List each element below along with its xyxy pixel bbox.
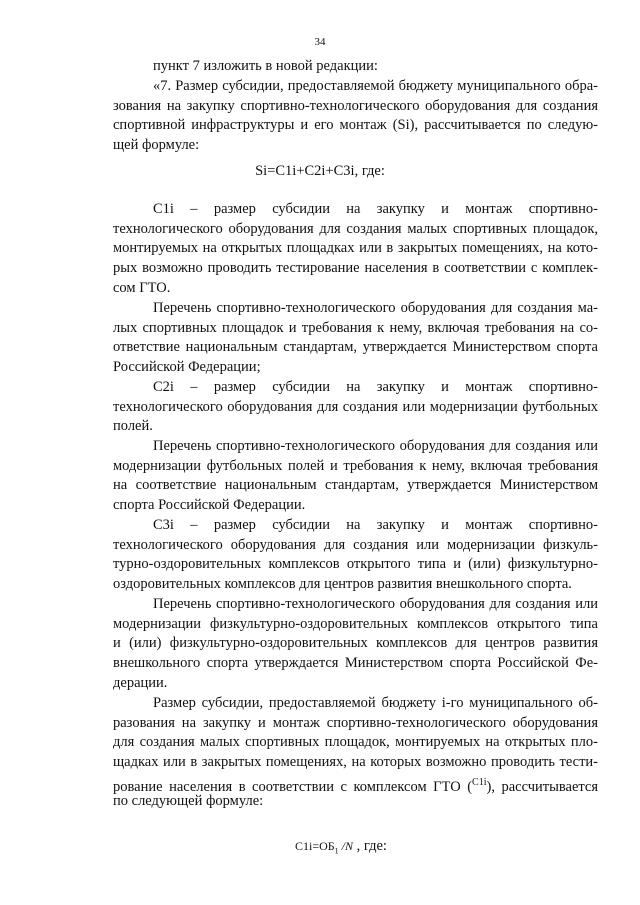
paragraph-7: «7. Размер субсидии, предоставляемой бюджету муниципального обра- зования на закупку спортивно-технологического оборудования для создания спортивной инфраструктуры и его монтаж (Si), рассчитывается по следую- щей формуле:	[113, 78, 598, 154]
paragraph-list3: Перечень спортивно-технологического оборудования для создания или модернизации физкультурно-оздоровительных комплексов открытого типа и (или) физкультурно-оздоровительных комплексов для центров развития внешкольного спорта утверждается Министерством спорта Российской Фе- дерации.	[113, 596, 598, 691]
paragraph-subsidy-size: Размер субсидии, предоставляемой бюджету i-го муниципального об- разования на закупку и монтаж спортивно-технологического оборудования для создания малых спортивных площадок, монтируемых на открытых пло- щадках или в закрытых помещениях, на которых возможно проводить тести- рование населения в соответствии с комплексом ГТО ($^{C1i}$), рассчитывается по следующей формуле:	[113, 695, 599, 810]
page-number: 34	[314, 36, 326, 48]
paragraph-list1: Перечень спортивно-технологического оборудования для создания ма- лых спортивных площадок и требования к нему, включая требования на со- ответствие национальным стандартам, утверждается Министерством спорта Российской Федерации;	[113, 300, 598, 376]
intro-line: пункт 7 изложить в новой редакции:	[153, 58, 378, 74]
paragraph-c1: C1i – размер субсидии на закупку и монтаж спортивно- технологического оборудования для создания малых спортивных площадок, монтируемых на открытых площадках или в закрытых помещениях, на кото- рых возможно проводить тестирование населения в соответствии с комплек- сом ГТО.	[113, 201, 598, 296]
paragraph-c3: C3i – размер субсидии на закупку и монтаж спортивно- технологического оборудования для создания или модернизации физкуль- турно-оздоровительных комплексов открытого типа и (или) физкультурно- оздоровительных комплексов для центров развития внешкольного спорта.	[113, 517, 598, 593]
gto-line: рование населения в соответствии с комплексом ГТО ($^{C1i}$), рассчитывается	[113, 776, 599, 795]
paragraph-list2: Перечень спортивно-технологического оборудования для создания или модернизации футбольных полей и требования к нему, включая требования на соответствие национальным стандартам, утверждается Министерством спорта Российской Федерации.	[113, 438, 598, 514]
formula-si: Si=C1i+C2i+C3i, где:	[255, 163, 385, 179]
paragraph-c2: C2i – размер субсидии на закупку и монтаж спортивно- технологического оборудования для создания или модернизации футбольных полей.	[113, 379, 598, 435]
formula-c1i: $C1i=ОБ_1$ /N , где:	[295, 838, 387, 856]
